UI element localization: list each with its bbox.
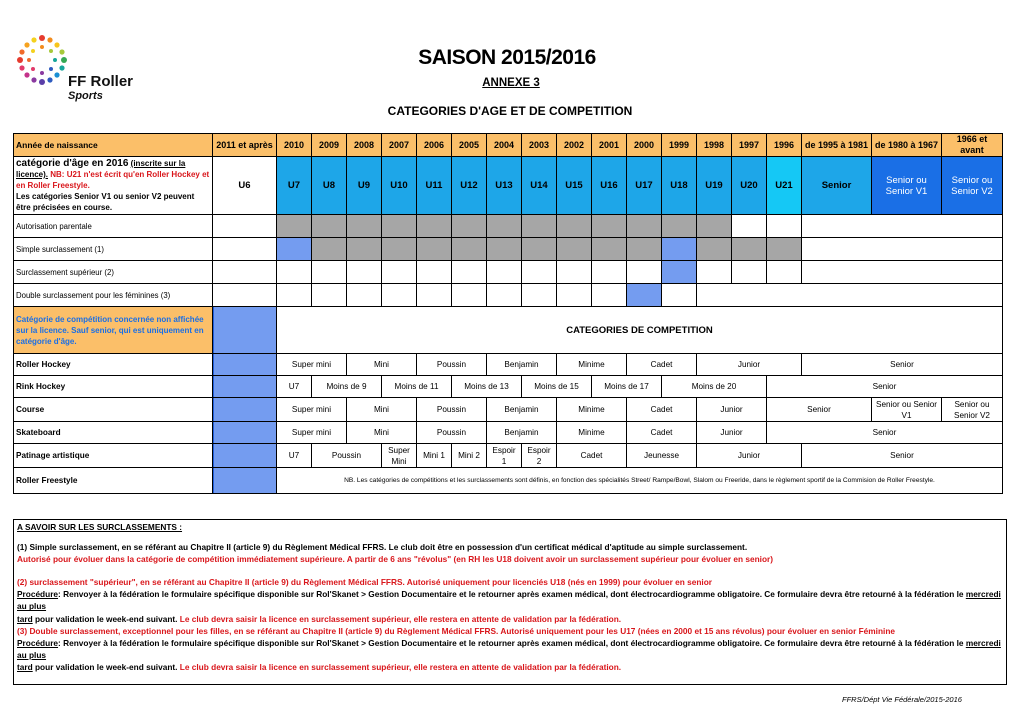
surclassement-superieur-row [14,261,1003,284]
info-p1-red: Autorisé pour évoluer dans la catégorie de compétition immédiatement supérieure. A partir de 6 ans "révolus" (en RH les U18 doivent avoir un surclassement supérieur pour évoluer en senior) [17,554,774,565]
year-cell: 1997 [732,134,767,157]
year-cell: 2010 [277,134,312,157]
freestyle-row [14,468,1003,494]
comp-cell: U7 [277,444,312,468]
simple-surclassement-row [14,238,1003,261]
age-cell: U13 [487,157,522,215]
comp-cell: Cadet [627,354,697,376]
surclassement-superieur-label: Surclassement supérieur (2) [14,261,213,284]
year-cell: 1996 [767,134,802,157]
comp-cell: Cadet [627,422,697,444]
comp-cell: Moins de 11 [382,376,452,398]
year-cell: 2001 [592,134,627,157]
age-cell: Senior ou Senior V2 [942,157,1003,215]
comp-cell: Poussin [417,354,487,376]
surclassement-info-box [13,519,1007,685]
year-cell: 1999 [662,134,697,157]
simple-surclassement-label: Simple surclassement (1) [14,238,213,261]
page-title: SAISON 2015/2016 [418,46,596,69]
year-cell: 2006 [417,134,452,157]
double-surclassement-row [14,284,1003,307]
freestyle-note: NB. Les catégories de compétitions et les surclassements sont définis, en fonction des spécialités Street/ Rampe/Bowl, Slalom ou Freeride, dans le règlement sportif de la Commision de Roller Freestyle. [277,468,1003,494]
age-cell: U7 [277,157,312,215]
age-cell: U10 [382,157,417,215]
age-cell: U17 [627,157,662,215]
info-title: A SAVOIR SUR LES SURCLASSEMENTS : [17,522,183,532]
comp-cell: Mini [347,422,417,444]
year-cell: 2005 [452,134,487,157]
info-proc-2: Procédure: Renvoyer à la fédération le formulaire spécifique disponible sur Rol'Skanet > Gestion Documentaire et le retourner après examen médical, dont électrocardiogramme obligatoire. Ce formulaire devra être retourné à la fédération le mercredi au plus tard pour validation le week-end suivant. Le club devra saisir la licence en surclassement supérieur, elle restera en attente de validation par la fédération. [17,637,1001,672]
skateboard-label: Skateboard [14,422,213,444]
comp-cell: Minime [557,398,627,422]
age-cell: U18 [662,157,697,215]
age-cell: U6 [213,157,277,215]
comp-cell: Mini 1 [417,444,452,468]
comp-cell: Moins de 13 [452,376,522,398]
comp-cell: Moins de 17 [592,376,662,398]
autorisation-row [14,215,1003,238]
rink-hockey-row [14,376,1003,398]
comp-cell: Moins de 9 [312,376,382,398]
comp-cell: Junior [697,354,802,376]
info-proc-1: Procédure: Renvoyer à la fédération le formulaire spécifique disponible sur Rol'Skanet > Gestion Documentaire et le retourner après examen médical, dont électrocardiogramme obligatoire. Ce formulaire devra être retourné à la fédération le mercredi au plus tard pour validation le week-end suivant. Le club devra saisir la licence en surclassement supérieur, elle restera en attente de validation par la fédération. [17,589,1001,624]
footer-reference: FFRS/Dépt Vie Fédérale/2015-2016 [842,695,962,704]
comp-cell: Benjamin [487,398,557,422]
rink-hockey-label: Rink Hockey [14,376,213,398]
age-cell: U8 [312,157,347,215]
comp-cell: Jeunesse [627,444,697,468]
comp-cell: Cadet [627,398,697,422]
year-cell: 2007 [382,134,417,157]
year-cell: 2008 [347,134,382,157]
ffrs-logo [12,30,147,105]
comp-note-row [14,307,1003,354]
table-heading: CATEGORIES D'AGE ET DE COMPETITION [387,104,633,118]
course-row [14,398,1003,422]
course-label: Course [14,398,213,422]
artistique-row [14,444,1003,468]
comp-cell: Senior ou Senior V2 [942,398,1003,422]
comp-cell: Super mini [277,354,347,376]
comp-cell: Junior [697,444,802,468]
age-cell: U20 [732,157,767,215]
comp-cell: Benjamin [487,422,557,444]
year-cell: 2009 [312,134,347,157]
year-cell: de 1995 à 1981 [802,134,872,157]
skateboard-row [14,422,1003,444]
age-cell: U14 [522,157,557,215]
svg-text:FF Roller: FF Roller [68,73,134,90]
comp-cell: Super mini [277,398,347,422]
comp-title: CATEGORIES DE COMPETITION [277,307,1003,354]
comp-cell: Poussin [417,422,487,444]
age-cell: U9 [347,157,382,215]
year-cell: 1998 [697,134,732,157]
comp-cell: Moins de 15 [522,376,592,398]
categories-table [13,133,1003,494]
info-p2: (2) surclassement "supérieur", en se référant au Chapitre II (article 9) du Règlement Médical FFRS. Autorisé uniquement pour licenciés U18 (nés en 1999) pour évoluer en senior [17,577,713,588]
comp-cell: Mini [347,398,417,422]
age-cell: Senior [802,157,872,215]
comp-cell: U7 [277,376,312,398]
comp-cell: Benjamin [487,354,557,376]
comp-note-label: Catégorie de compétition concernée non affichée sur la licence. Sauf senior, qui est uniquement en catégorie d'âge. [14,307,213,354]
page-subtitle: ANNEXE 3 [482,77,540,89]
comp-cell: Cadet [557,444,627,468]
comp-cell: Junior [697,422,767,444]
comp-cell: Senior [802,354,1003,376]
comp-cell: Poussin [312,444,382,468]
age-cell: U21 [767,157,802,215]
age-category-row [14,157,1003,215]
comp-cell: Senior [767,376,1003,398]
year-cell: 2002 [557,134,592,157]
comp-cell: Senior [767,398,872,422]
comp-cell: Moins de 20 [662,376,767,398]
comp-cell: Super mini [277,422,347,444]
comp-cell: Senior ou Senior V1 [872,398,942,422]
age-cell: U11 [417,157,452,215]
comp-cell: Minime [557,354,627,376]
artistique-label: Patinage artistique [14,444,213,468]
info-p3: (3) Double surclassement, exceptionnel pour les filles, en se référant au Chapitre II (article 9) du Règlement Médical FFRS. Autorisé uniquement pour les U17 (nées en 2000 et 15 ans révolus) pour évoluer en senior Féminine [17,625,896,636]
comp-cell: Espoir 1 [487,444,522,468]
autorisation-label: Autorisation parentale [14,215,213,238]
comp-cell: Senior [767,422,1003,444]
double-surclassement-label: Double surclassement pour les féminines (3) [14,284,213,307]
comp-cell: Junior [697,398,767,422]
comp-cell: Mini 2 [452,444,487,468]
comp-cell: Minime [557,422,627,444]
comp-cell: Senior [802,444,1003,468]
age-cell: U12 [452,157,487,215]
year-cell: 1966 et avant [942,134,1003,157]
age-cell: U16 [592,157,627,215]
birth-year-label: Année de naissance [14,134,213,157]
roller-hockey-label: Roller Hockey [14,354,213,376]
year-cell: 2003 [522,134,557,157]
year-cell: 2004 [487,134,522,157]
age-cell: Senior ou Senior V1 [872,157,942,215]
year-cell: 2000 [627,134,662,157]
comp-cell: Mini [347,354,417,376]
year-cell: de 1980 à 1967 [872,134,942,157]
comp-cell: Super Mini [382,444,417,468]
year-cell: 2011 et après [213,134,277,157]
info-p1: (1) Simple surclassement, en se référant au Chapitre II (article 9) du Règlement Médical FFRS. Le club doit être en possession d'un certificat médical d'aptitude au simple surclassement. [17,542,748,553]
age-cell: U15 [557,157,592,215]
roller-hockey-row [14,354,1003,376]
birth-year-row [14,134,1003,157]
svg-text:Sports: Sports [68,90,103,102]
freestyle-label: Roller Freestyle [14,468,213,494]
comp-cell: Poussin [417,398,487,422]
comp-cell: Espoir 2 [522,444,557,468]
age-category-label: catégorie d'âge en 2016 (inscrite sur la licence). NB: U21 n'est écrit qu'en Roller Hockey et en Roller Freestyle. Les catégories Senior V1 ou senior V2 peuvent être précisées en course. [14,157,213,215]
age-cell: U19 [697,157,732,215]
